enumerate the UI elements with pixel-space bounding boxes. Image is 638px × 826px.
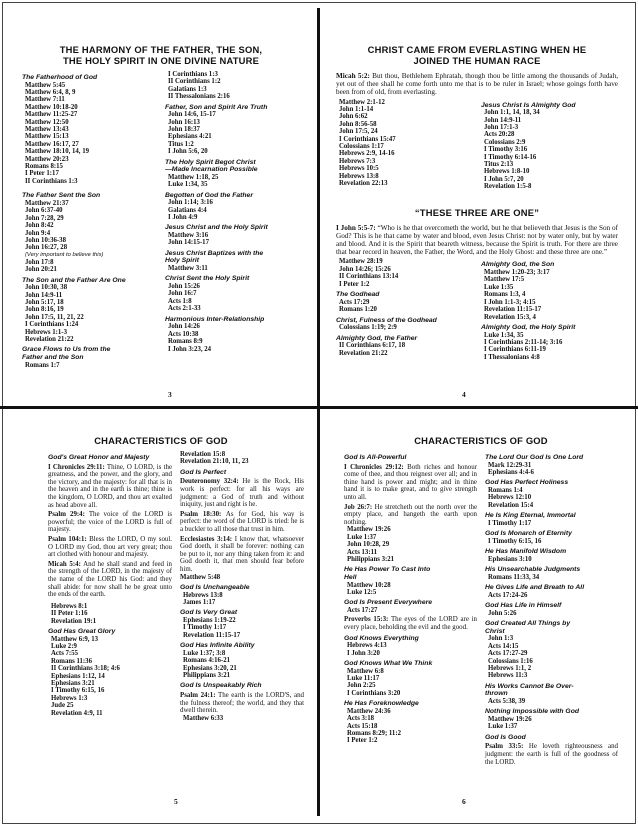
scripture-reference: II Corinthians 3:18; 4:6 [51, 665, 120, 673]
scripture-reference: Matthew 1:18, 25 [168, 173, 219, 181]
scripture-reference: John 17:5, 24 [339, 128, 378, 136]
scripture-reference: Colossians 2:9 [484, 138, 526, 146]
vertical-divider [317, 8, 320, 816]
verse-text: Bless the LORD, O my soul. O LORD my God, thou art very great; thou art clothed with honour and majesty. [48, 535, 172, 559]
scripture-reference: John 10:36-38 [25, 236, 66, 244]
scripture-reference: Matthew 21:37 [25, 199, 69, 207]
scripture-reference: Hebrews 13:8 [339, 172, 379, 180]
verse-passage [180, 511, 304, 534]
scripture-reference: Revelation 11:15-17 [183, 631, 241, 639]
verse-text: He stretcheth out the north over the empty place, and hangeth the earth upon nothing. [344, 503, 478, 526]
scripture-reference: Matthew 17:5 [484, 276, 525, 284]
section-heading: God Created All Things by [485, 620, 571, 628]
scripture-reference: Matthew 13:43 [25, 126, 69, 134]
verse-text: Both riches and honour come of thee, and thou reignest over all; and in thine hand is power and might; and in thine hand it is to make great, and to give strength unto all. [344, 463, 477, 501]
scripture-reference: Hebrews 11:3 [488, 672, 528, 680]
page-4-title-line-2: JOINED THE HUMAN RACE [413, 55, 541, 66]
scripture-reference: Matthew 7:11 [25, 96, 65, 104]
verse-text: I know that, whatsoever God doeth, it shall be forever: nothing can be put to it, nor any thing taken from it: and God doeth it, that men should fear before him. [180, 535, 304, 573]
scripture-reference: Mark 12:29-31 [488, 461, 532, 469]
scripture-reference: Acts 1:8 [168, 297, 192, 305]
page-number: 6 [462, 797, 466, 806]
verse-text: He is the Rock, His work is perfect: for all his ways are judgment: a God of truth and without iniquity, just and right is he. [180, 478, 304, 509]
section-heading: Almighty God, the Father [336, 334, 418, 342]
scripture-reference: Matthew 12:50 [25, 118, 69, 126]
scripture-reference: Matthew 24:36 [347, 707, 391, 715]
scripture-reference: John 1:1, 14, 18, 34 [484, 109, 540, 117]
scripture-reference: John 6:62 [339, 113, 368, 121]
scripture-reference: John 14:15-17 [168, 239, 209, 247]
scripture-reference: Jude 25 [51, 702, 74, 710]
section-heading: God Knows Everything [344, 634, 419, 642]
verse-text: The voice of the LORD is powerful; the voice of the LORD is full of majesty. [48, 511, 173, 534]
section-heading: His Works Cannot Be Over- [485, 682, 574, 690]
scripture-reference: Luke 11:17 [347, 674, 380, 682]
scripture-reference: Acts 13:11 [347, 548, 378, 556]
scripture-reference: Luke 12:5 [347, 588, 377, 596]
page-4-right-column-2 [481, 258, 618, 361]
scripture-reference: Luke 1:35 [484, 283, 514, 291]
john-reference: I John 5:5-7: [336, 223, 376, 232]
scripture-reference: Hebrews 10:5 [339, 165, 379, 173]
scripture-reference: John 1:3 [488, 635, 514, 643]
scripture-reference: I Peter 1:17 [25, 170, 59, 178]
verse-text: Thine, O LORD, is the greatness, and the power, and the glory, and the victory, and the majesty: for all that is in the heaven and in the earth is thine; thine is the kingdom, O LORD, and thou art exalted as head above all. [48, 463, 172, 509]
verse-reference: Micah 5:4: [48, 560, 81, 568]
scripture-reference: Revelation 1:5-8 [484, 183, 532, 191]
scripture-reference: Romans 8:9 [168, 338, 203, 346]
section-heading: The Son and the Father Are One [22, 276, 126, 284]
scripture-reference: Hebrews 1:3 [51, 694, 88, 702]
verse-reference: I Chronicles 29:12: [344, 463, 404, 471]
scripture-reference: Hebrews 13:8 [183, 591, 223, 599]
scripture-reference: Matthew 10:28 [347, 581, 391, 589]
scripture-reference: Matthew 11:25-27 [25, 111, 78, 119]
john-text: “Who is he that overcometh the world, but he that believeth that Jesus is the Son of God? This is he that came by water and blood, even Jesus Christ: not by water only, but by water and blood. And it is the Spirit that beareth witness, because the Spirit is truth. For there are three that bear record in heaven, the Father, the Word, and the Holy Ghost: and these three are one.” [336, 223, 618, 257]
scripture-reference: John 8:42 [25, 222, 54, 230]
scripture-reference: Luke 1:37 [347, 533, 377, 541]
scripture-reference: John 17:8 [25, 258, 54, 266]
page-number: 4 [462, 390, 466, 399]
scripture-reference: John 8:16, 19 [25, 306, 64, 314]
scripture-reference: John 17:1-3 [484, 124, 519, 132]
scripture-reference: I Corinthians 6:11-19 [484, 346, 546, 354]
scripture-reference: Hebrews 12:10 [488, 494, 532, 502]
scripture-reference: II Corinthians 1:2 [168, 78, 221, 86]
scripture-reference: Hebrews 1:1, 2 [488, 665, 532, 673]
scripture-reference: James 1:17 [183, 598, 216, 606]
verse-passage [344, 616, 477, 631]
section-heading: God Is Monarch of Eternity [485, 530, 572, 538]
section-heading: The Father Sent the Son [22, 192, 101, 200]
scripture-reference: John 16:13 [168, 118, 200, 126]
scripture-reference: Romans 1:20 [339, 306, 377, 314]
scripture-reference: II Corinthians 6:17, 18 [339, 342, 406, 350]
scripture-reference: Hebrews 2:9, 14-16 [339, 150, 395, 158]
scripture-reference: Romans 11:36 [51, 657, 92, 665]
scripture-reference: Acts 17:27 [347, 606, 378, 614]
scripture-reference: I Corinthians 2:11-14; 3:16 [484, 338, 563, 346]
scripture-reference: Matthew 19:26 [347, 526, 391, 534]
scripture-reference: Revelation 21:10, 11, 23 [180, 458, 249, 466]
horizontal-divider [0, 406, 638, 409]
scripture-reference: Romans 8:29; 11:2 [347, 730, 401, 737]
scripture-reference: Revelation 19:1 [51, 617, 97, 625]
scripture-reference: Hebrews 1:8-10 [484, 168, 530, 176]
section-heading: Father, Son and Spirit Are Truth [165, 103, 268, 111]
scripture-reference: I Timothy 6:15, 16 [488, 537, 542, 545]
verse-passage [180, 536, 304, 574]
verse-reference: Psalm 24:1: [180, 691, 216, 699]
these-three-title: “THESE THREE ARE ONE” [414, 206, 540, 218]
scripture-reference: John 10:28, 29 [347, 541, 390, 549]
scripture-reference: I Timothy 1:17 [488, 519, 532, 527]
scripture-reference: John 2:25 [347, 682, 376, 690]
section-heading: Begotten of God the Father [165, 191, 253, 199]
scripture-reference: Philippians 3:21 [183, 671, 231, 679]
verse-reference: Deuteronomy 32:4: [180, 478, 239, 486]
page-6-left-column [344, 451, 477, 766]
scripture-reference: John 16:27, 28 [25, 244, 68, 252]
page-5-right-column [180, 451, 304, 722]
scripture-reference: I Corinthians 1:3 [168, 71, 218, 78]
scripture-reference: I John 4:9 [168, 214, 198, 222]
verse-passage [48, 536, 172, 559]
verse-reference: I Chronicles 29:11: [48, 463, 105, 471]
verse-passage [180, 478, 304, 508]
scripture-reference: Colossians 1:16 [488, 657, 533, 665]
scripture-reference: Acts 2:1-33 [168, 305, 201, 313]
scripture-reference: John 18:37 [168, 126, 200, 134]
page-4-title [336, 44, 618, 66]
scripture-reference: John 14:26; 15:26 [339, 265, 391, 273]
verse-passage [344, 464, 477, 502]
scripture-reference: John 10:30, 38 [25, 284, 68, 292]
scripture-reference: Acts 17:27-29 [488, 650, 528, 658]
scripture-reference: I Corinthians 1:24 [25, 321, 79, 329]
page-4 [324, 8, 630, 403]
section-heading: Father and the Son [22, 353, 84, 361]
scripture-reference: I Thessalonians 4:8 [484, 353, 540, 361]
scripture-reference: John 14:9-11 [25, 291, 63, 299]
section-heading: He Gives Life and Breath to All [485, 584, 585, 592]
scripture-reference: Matthew 6:33 [183, 714, 224, 722]
verse-reference: Proverbs 15:3: [344, 616, 389, 624]
scripture-reference: John 9:4 [25, 229, 51, 237]
scripture-reference: Luke 1:34, 35 [168, 181, 208, 189]
micah-passage [336, 72, 618, 97]
section-heading: Nothing Impossible with God [485, 708, 580, 716]
verse-passage [180, 692, 304, 715]
scripture-reference: Hebrews 4:13 [347, 642, 387, 650]
scripture-reference: Matthew 18:10, 14, 19 [25, 148, 89, 156]
page-3-right-column [165, 71, 300, 369]
scripture-reference: John 5:26 [488, 609, 517, 617]
scripture-reference: Colossians 1:17 [339, 143, 384, 151]
scripture-reference: John 17:5, 11, 21, 22 [25, 313, 84, 321]
page-5-left-column [48, 451, 172, 722]
page-4-left-column [336, 99, 473, 191]
scripture-reference: Colossians 1:19; 2:9 [339, 324, 397, 332]
section-heading: The Godhead [336, 291, 380, 299]
scripture-reference: John 14:9-11 [484, 116, 522, 124]
page-3-title-line-1: THE HARMONY OF THE FATHER, THE SON, [59, 44, 263, 55]
section-heading: He Has Power To Cast Into [344, 566, 431, 574]
page-number: 5 [174, 797, 178, 806]
scripture-reference: Revelation 21:22 [339, 349, 388, 357]
scripture-reference: Ephesians 4:21 [168, 133, 212, 141]
scripture-reference: Matthew 3:16 [168, 232, 209, 240]
scripture-reference: I Timothy 6:15, 16 [51, 687, 105, 695]
verse-passage [344, 504, 477, 527]
section-heading: The Fatherhood of God [22, 74, 98, 81]
scripture-reference: I John 3:23, 24 [168, 345, 212, 353]
verse-text: And he shall stand and feed in the strength of the LORD, in the majesty of the name of the LORD his God: and they shall abide: for now shall he be great unto the ends of the earth. [48, 560, 172, 599]
section-heading: Almighty God, the Holy Spirit [481, 323, 576, 331]
page-6-right-column [485, 451, 618, 766]
verse-passage [485, 743, 618, 766]
section-heading: God Is All-Powerful [344, 454, 407, 461]
scripture-reference: John 1:14; 3:16 [168, 199, 213, 207]
section-heading: Jesus Christ Is Almighty God [481, 101, 576, 109]
john-passage [336, 224, 618, 257]
section-heading: God Is Perfect [180, 468, 227, 476]
scripture-reference: Romans 4:16-21 [183, 657, 231, 665]
section-heading: God Is Very Great [180, 609, 238, 617]
scripture-reference: John 14:26 [168, 323, 200, 331]
scripture-reference: I Corinthians 15:47 [339, 135, 396, 143]
micah-text: But thou, Bethlehem Ephratah, though thou be little among the thousands of Judah, yet out of thee shall he come forth unto me that is to be ruler in Israel; whose goings forth have been from of old, from everlasting. [336, 72, 618, 97]
scripture-reference: Titus 1:2 [168, 140, 194, 148]
page-5 [8, 415, 314, 810]
scripture-reference: Hebrews 8:1 [51, 602, 88, 610]
section-heading: God's Great Honor and Majesty [48, 454, 150, 461]
scripture-reference: I John 3:20 [347, 649, 380, 657]
scripture-reference: I Peter 1:2 [339, 280, 370, 288]
verse-reference: Job 26:7: [344, 503, 373, 511]
scripture-reference: Galatians 4:4 [168, 206, 207, 214]
verse-reference: Psalm 29:4: [48, 511, 85, 519]
scripture-reference: II Peter 1:16 [51, 610, 88, 618]
verse-text: The eyes of the LORD are in every place, beholding the evil and the good. [344, 616, 478, 631]
scripture-reference: Hebrews 1:1-3 [25, 328, 67, 336]
verse-text: As for God, his way is perfect: the word of the LORD is tried: he is a buckler to all those that trust in him. [180, 510, 304, 533]
scripture-reference: Matthew 5:48 [180, 573, 221, 581]
scripture-reference: Acts 14:15 [488, 642, 519, 650]
verse-reference: Psalm 104:1: [48, 535, 87, 543]
page-4-title-line-1: CHRIST CAME FROM EVERLASTING WHEN HE [367, 44, 587, 55]
scripture-reference: Matthew 3:11 [168, 265, 208, 273]
verse-passage [48, 511, 172, 534]
section-heading: The Lord Our God Is One Lord [485, 454, 584, 461]
verse-reference: Ecclesiastes 3:14: [180, 535, 233, 543]
page-6-title: CHARACTERISTICS OF GOD [414, 435, 548, 446]
verse-passage [48, 464, 172, 510]
scripture-reference: Matthew 1:20-23; 3:17 [484, 269, 550, 277]
scripture-reference: Acts 17:24-26 [488, 591, 528, 599]
scripture-reference: Revelation 15:4 [488, 501, 534, 509]
scripture-reference: Romans 1:7 [25, 361, 60, 369]
page-number: 3 [168, 390, 172, 399]
section-heading: Harmonious Inter-Relationship [165, 315, 265, 323]
section-heading: —Made Incarnation Possible [165, 166, 258, 174]
scripture-reference: Luke 2:9 [51, 642, 77, 650]
section-heading: He Has Foreknowledge [344, 700, 419, 708]
section-heading: Almighty God, the Son [481, 261, 555, 269]
section-heading: God Is Good [485, 733, 526, 741]
scripture-reference: Ephesians 1:19-22 [183, 616, 236, 624]
scripture-reference: Galatians 1:3 [168, 85, 207, 93]
scripture-reference: John 15:26 [168, 283, 200, 291]
scripture-reference: Luke 1:34, 35 [484, 331, 524, 339]
scripture-reference: I John 5:6, 20 [168, 148, 208, 156]
section-heading: The Holy Spirit Begot Christ [165, 158, 256, 166]
section-heading: God Has Life in Himself [485, 602, 562, 610]
section-heading: God Has Perfect Holiness [485, 479, 569, 487]
verse-text: He loveth righteousness and judgment: the earth is full of the goodness of the LORD. [485, 743, 618, 766]
section-heading: Grace Flows to Us from the [22, 346, 111, 354]
section-heading: Christ Sent the Holy Spirit [165, 275, 250, 283]
scripture-reference: Titus 2:13 [484, 161, 514, 169]
verse-text: The earth is the LORD'S, and the fulness thereof; the world, and they that dwell therein. [180, 691, 304, 715]
scripture-reference: Revelation 15:3, 4 [484, 313, 536, 321]
scripture-reference: II Corinthians 13:14 [339, 273, 399, 281]
verse-reference: Psalm 33:5: [485, 743, 524, 751]
scripture-reference: Philippians 3:21 [347, 555, 395, 563]
scripture-reference: Matthew 16:17, 27 [25, 140, 79, 148]
page-6 [324, 415, 630, 810]
scripture-reference: Matthew 19:26 [488, 716, 532, 724]
page-3-title-line-2: THE HOLY SPIRIT IN ONE DIVINE NATURE [62, 55, 260, 66]
scripture-reference: John 1:1-14 [339, 106, 374, 114]
scripture-reference: I Timothy 6:14-16 [484, 153, 537, 161]
scripture-reference: Acts 15:18 [347, 722, 378, 730]
scripture-reference: Matthew 10:18-20 [25, 103, 78, 111]
verse-passage [48, 561, 172, 599]
scripture-reference: Matthew 28:19 [339, 258, 383, 266]
section-heading: God Is Present Everywhere [344, 599, 433, 607]
scripture-reference: Ephesians 3:20, 21 [183, 664, 237, 672]
scripture-reference: Acts 7:55 [51, 650, 78, 658]
scripture-reference: Acts 3:18 [347, 715, 374, 723]
scripture-reference: I John 5:7, 20 [484, 175, 524, 183]
page-3-left-column [22, 71, 157, 369]
spacer [22, 185, 157, 189]
scripture-reference: Revelation 11:15-17 [484, 306, 542, 314]
section-heading: He Has Manifold Wisdom [485, 548, 567, 556]
scripture-reference: Acts 20:28 [484, 131, 515, 139]
section-heading: God Is Unspeakably Rich [180, 682, 262, 690]
scripture-reference: Matthew 6:9, 13 [51, 635, 99, 643]
scripture-reference: Hebrews 7:3 [339, 157, 376, 165]
scripture-reference: Acts 5:38, 39 [488, 698, 526, 706]
section-heading: God Has Great Glory [48, 627, 116, 635]
scripture-reference: John 5:17, 18 [25, 298, 64, 306]
scripture-reference: Romans 1:3, 4 [484, 291, 526, 299]
scripture-reference: Revelation 22:13 [339, 180, 388, 188]
scripture-reference: II Thessalonians 2:16 [168, 93, 230, 101]
scripture-reference: Romans 11:33, 34 [488, 573, 540, 581]
scripture-reference: Matthew 2:1-12 [339, 98, 385, 106]
scripture-reference: Luke 1:37 [488, 723, 518, 731]
page-3 [8, 8, 314, 403]
section-heading: His Unsearchable Judgments [485, 566, 581, 574]
section-heading: thrown [485, 690, 508, 698]
scripture-reference: Ephesians 4:4-6 [488, 469, 534, 476]
scripture-reference: Matthew 6:4, 8, 9 [25, 89, 76, 96]
scripture-reference: Ephesians 3:21 [51, 679, 95, 687]
section-heading: Christ [485, 627, 505, 635]
scripture-reference: John 20:21 [25, 266, 57, 274]
scripture-reference: John 8:56-58 [339, 120, 377, 128]
section-heading: He Is King Eternal, Immortal [485, 512, 576, 520]
section-heading: Holy Spirit [165, 257, 199, 265]
section-heading: Christ, Fulness of the Godhead [336, 316, 437, 324]
scripture-reference: John 16:7 [168, 290, 197, 298]
scripture-reference: Ephesians 1:12, 14 [51, 672, 105, 680]
verse-reference: Psalm 18:30: [180, 510, 222, 518]
scripture-reference: Romans 1:4 [488, 487, 523, 494]
page-3-title [22, 44, 300, 66]
scripture-reference: I Timothy 1:17 [183, 624, 227, 632]
page-4-left-column-2 [336, 258, 473, 361]
scripture-reference: Ephesians 3:10 [488, 555, 532, 563]
section-heading: God Has Infinite Ability [180, 642, 255, 650]
scripture-reference: Revelation 21:22 [25, 335, 74, 343]
note-text: (Very important to believe this) [25, 251, 104, 258]
scripture-reference: Romans 8:15 [25, 163, 63, 171]
scripture-reference: II Corinthians 1:3 [25, 177, 78, 185]
scripture-reference: I Peter 1:2 [347, 737, 378, 745]
scripture-reference: Matthew 5:45 [25, 81, 66, 89]
scripture-reference: I Timothy 3:16 [484, 146, 528, 154]
micah-reference: Micah 5:2: [336, 72, 370, 80]
section-heading: Jesus Christ and the Holy Spirit [165, 224, 268, 232]
page-4-right-column [481, 99, 618, 191]
scripture-reference: John 14:6, 15-17 [168, 111, 216, 119]
scripture-reference: Matthew 15:13 [25, 133, 69, 141]
scripture-reference: Matthew 6:8 [347, 667, 384, 675]
page-5-title: CHARACTERISTICS OF GOD [94, 435, 228, 446]
section-heading: God Is Unchangeable [180, 583, 250, 591]
scripture-reference: I Corinthians 3:20 [347, 689, 401, 697]
scripture-reference: Acts 10:38 [168, 330, 199, 338]
section-heading: Hell [344, 573, 357, 581]
scripture-reference: I John 1:1-3; 4:15 [484, 298, 536, 306]
scripture-reference: Acts 17:29 [339, 298, 370, 306]
scripture-reference: John 7:28, 29 [25, 214, 64, 222]
scripture-reference: Revelation 4:9, 11 [51, 709, 103, 717]
section-heading: God Knows What We Think [344, 659, 433, 667]
scripture-reference: John 6:37-40 [25, 207, 63, 215]
scripture-reference: Revelation 15:8 [180, 451, 226, 458]
scripture-reference: Luke 1:37; 3:8 [183, 649, 226, 657]
scripture-reference: Matthew 20:23 [25, 155, 69, 163]
section-heading: Jesus Christ Baptizes with the [165, 249, 264, 257]
